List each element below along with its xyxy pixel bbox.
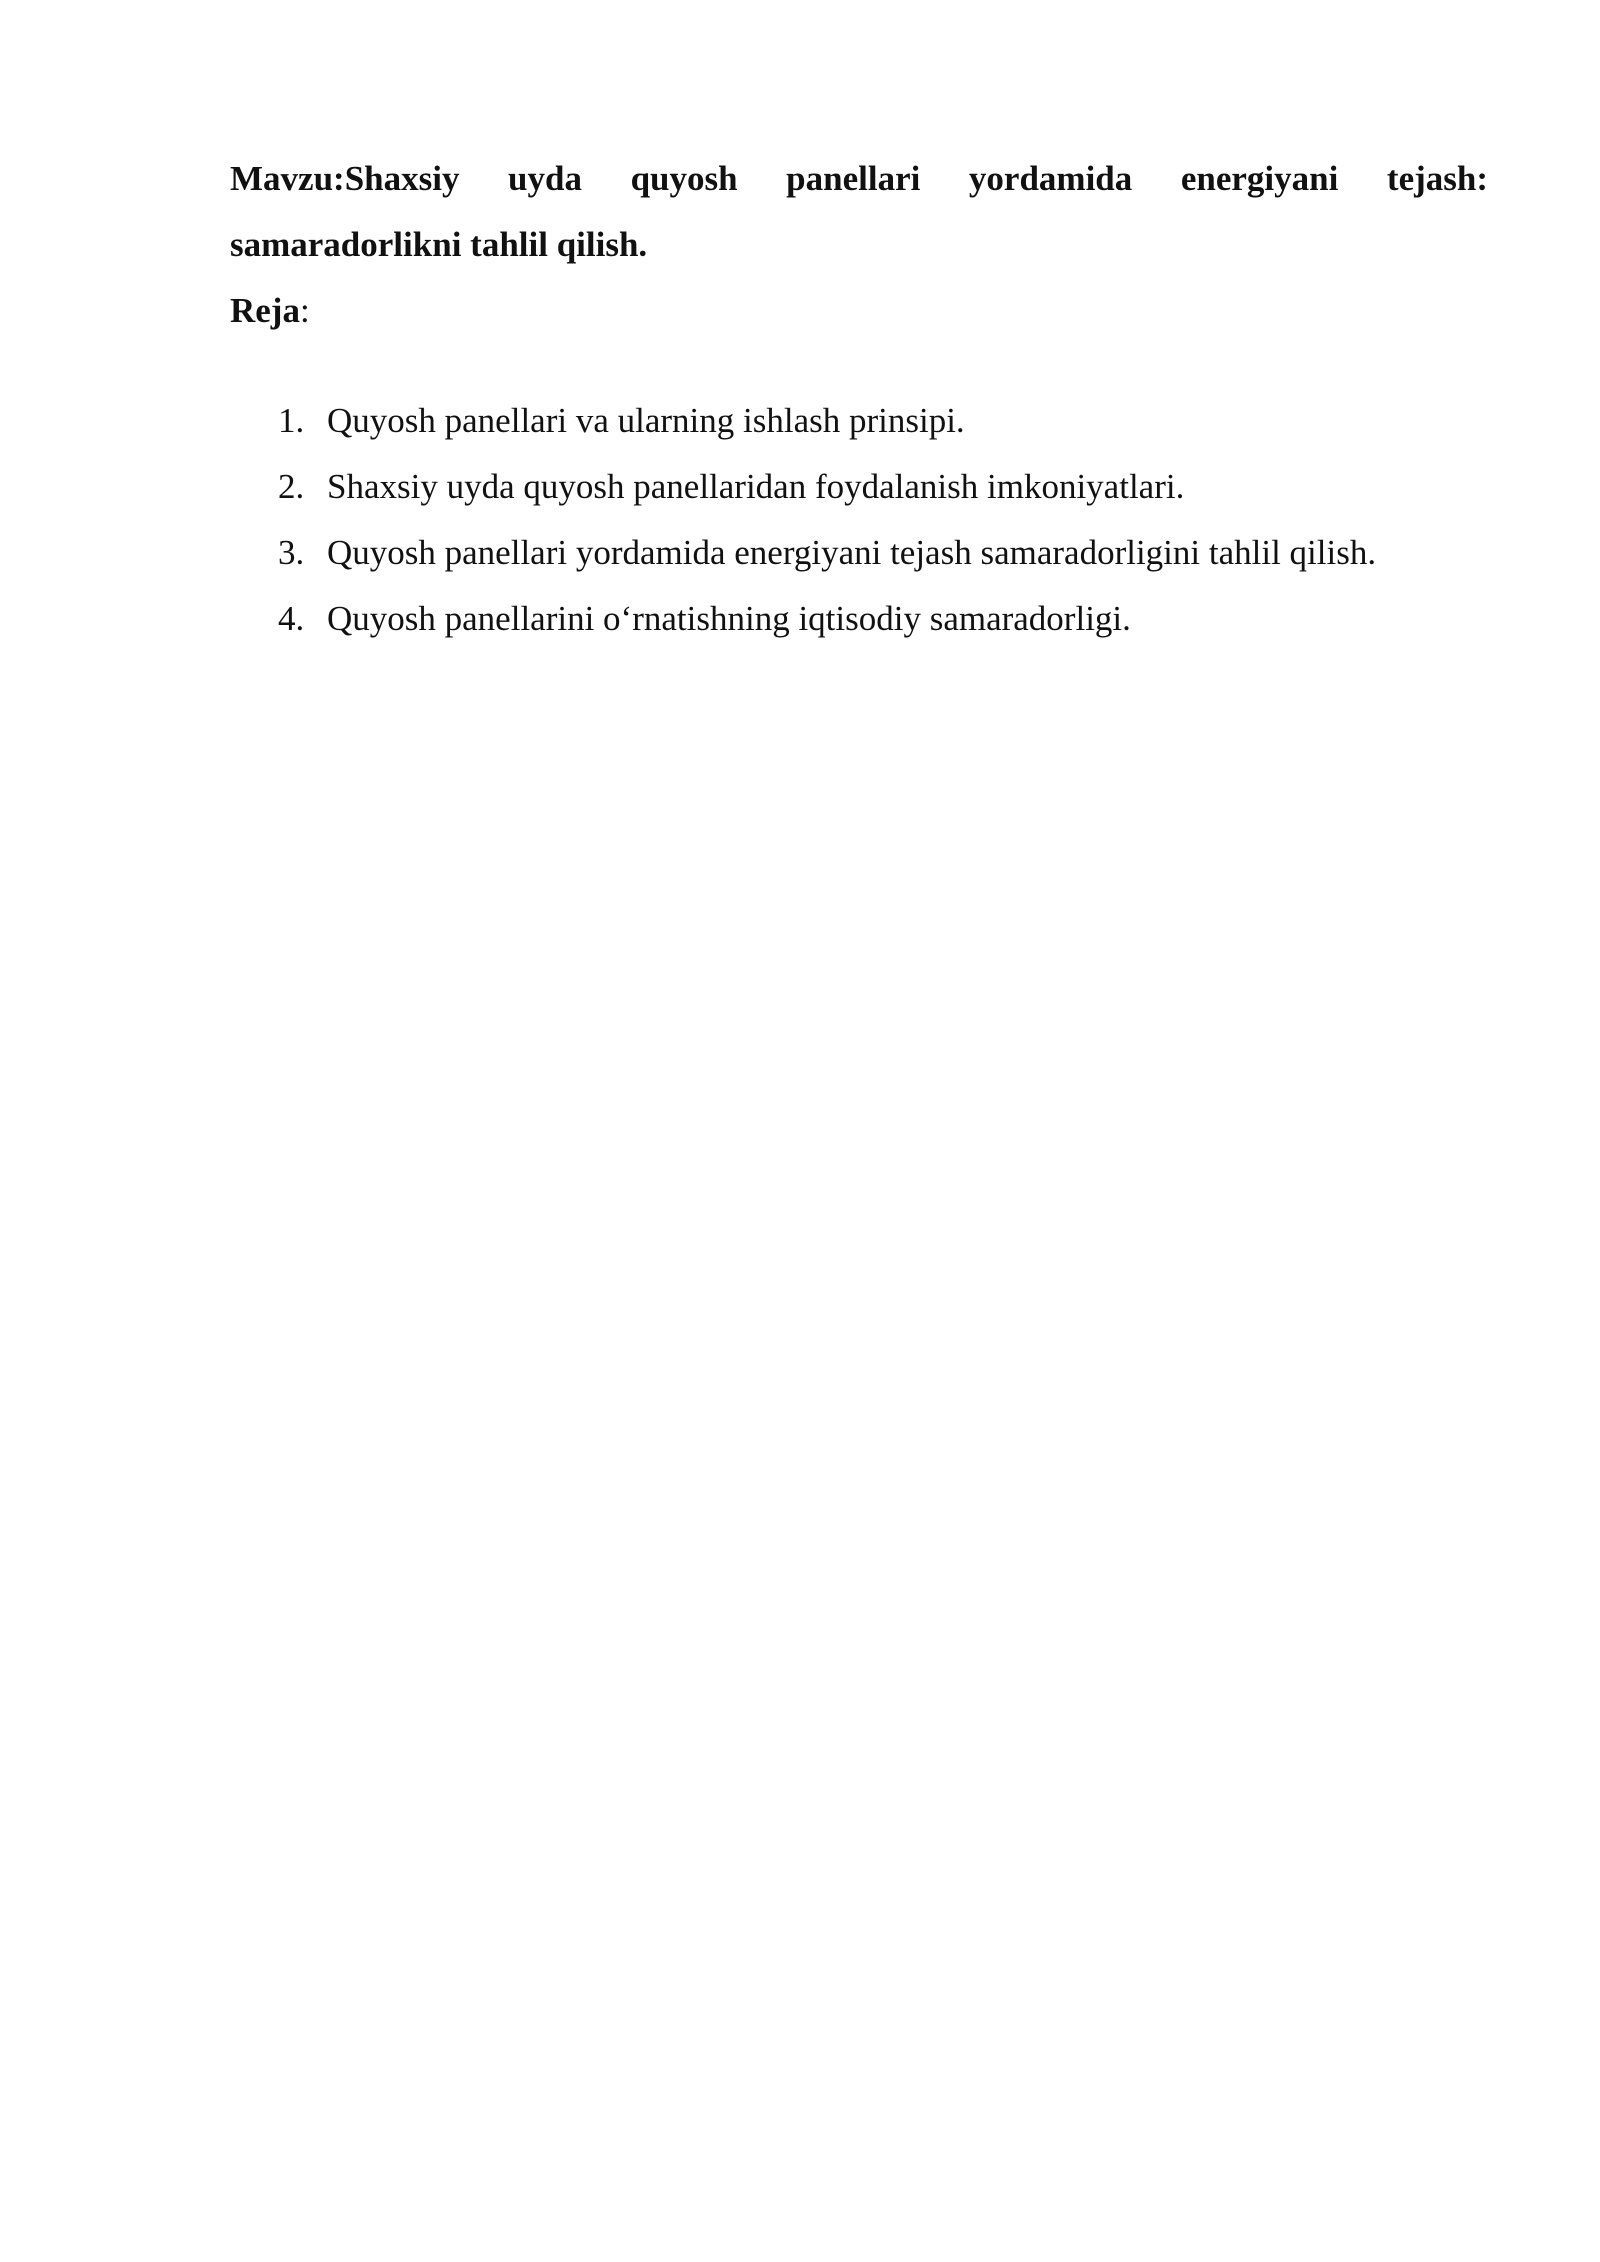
- plan-heading-colon: :: [299, 291, 310, 330]
- plan-item-number: 3.: [278, 533, 305, 572]
- plan-list: [230, 388, 1488, 652]
- plan-item-text: Quyosh panellari va ularning ishlash prinsipi.: [327, 401, 965, 440]
- plan-heading-label: Reja: [230, 291, 300, 330]
- document-title: [230, 146, 1488, 278]
- plan-item-number: 1.: [278, 401, 305, 440]
- plan-heading: [230, 278, 1488, 344]
- plan-item: [230, 586, 1488, 652]
- plan-item-text: Shaxsiy uyda quyosh panellaridan foydalanish imkoniyatlari.: [327, 467, 1185, 506]
- plan-item-number: 2.: [278, 467, 305, 506]
- plan-item: [230, 454, 1488, 520]
- title-line-1: Mavzu:Shaxsiy uyda quyosh panellari yordamida energiyani tejash:: [230, 159, 1488, 198]
- plan-item: [230, 388, 1488, 454]
- title-line-2: samaradorlikni tahlil qilish.: [230, 225, 648, 264]
- plan-item-number: 4.: [278, 599, 305, 638]
- page-content: [230, 146, 1488, 652]
- plan-item-text: Quyosh panellari yordamida energiyani tejash samaradorligini tahlil qilish.: [327, 533, 1377, 572]
- plan-item-text: Quyosh panellarini o‘rnatishning iqtisodiy samaradorligi.: [327, 599, 1131, 638]
- plan-item: [230, 520, 1488, 586]
